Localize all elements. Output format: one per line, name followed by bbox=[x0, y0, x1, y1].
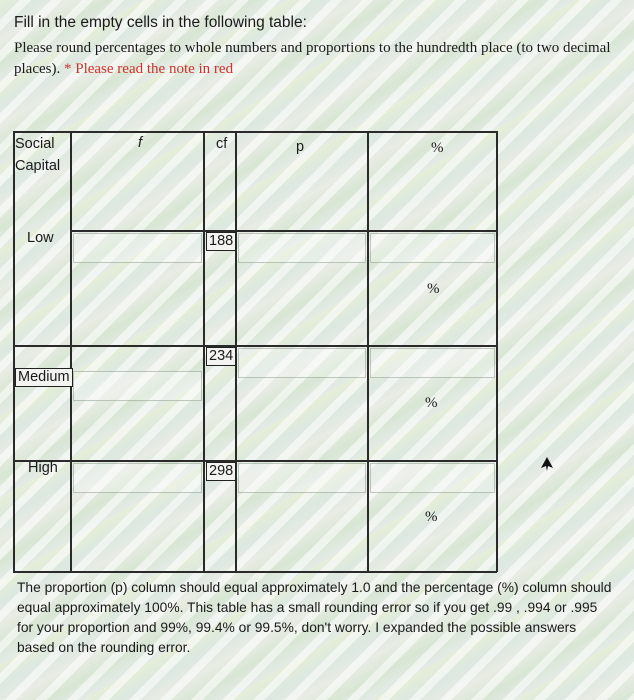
frequency-table bbox=[13, 131, 497, 572]
header-cf: cf bbox=[216, 136, 228, 152]
mouse-cursor-icon bbox=[540, 456, 554, 472]
percent-symbol-low: % bbox=[427, 281, 440, 297]
p-input-high[interactable] bbox=[238, 463, 366, 493]
f-input-low[interactable] bbox=[73, 233, 202, 263]
row-divider bbox=[13, 460, 497, 462]
cf-high: 298 bbox=[206, 462, 236, 481]
f-input-medium[interactable] bbox=[73, 371, 202, 401]
cf-medium: 234 bbox=[206, 347, 236, 366]
cf-low: 188 bbox=[206, 232, 236, 251]
percent-symbol-medium: % bbox=[425, 395, 438, 411]
row-label-high: High bbox=[28, 460, 58, 476]
header-f: f bbox=[138, 135, 143, 151]
row-label-low: Low bbox=[27, 230, 54, 246]
header-percent: % bbox=[431, 140, 444, 156]
instructions-body bbox=[14, 38, 624, 80]
rounding-note: The proportion (p) column should equal approximately 1.0 and the percentage (%) column should equal approximately 100%. This table has a small rounding error so if you get .99 , .994 or .995 for your proportion and 99%, 99.4% or 99.5%, don't worry. I expanded the possible answers based on the rounding error. bbox=[17, 580, 612, 655]
table-border-left bbox=[13, 131, 15, 572]
rounding-instruction: Please round percentages to whole numbers and proportions to the hundredth place (to two decimal places). bbox=[14, 40, 611, 77]
header-p: p bbox=[296, 139, 305, 155]
f-input-high[interactable] bbox=[73, 463, 202, 493]
header-social-capital: Social Capital bbox=[15, 136, 61, 174]
row-divider bbox=[13, 345, 497, 347]
percent-input-high[interactable] bbox=[370, 463, 495, 493]
column-divider bbox=[367, 131, 369, 572]
asterisk: * bbox=[63, 61, 72, 77]
percent-input-low[interactable] bbox=[370, 233, 495, 263]
row-divider bbox=[70, 230, 497, 232]
percent-input-medium[interactable] bbox=[370, 348, 495, 378]
instructions bbox=[14, 10, 624, 80]
row-label-medium: Medium bbox=[15, 368, 73, 387]
p-input-low[interactable] bbox=[238, 233, 366, 263]
percent-symbol-high: % bbox=[425, 509, 438, 525]
instructions-heading: Fill in the empty cells in the following table: bbox=[14, 14, 307, 31]
column-divider bbox=[70, 131, 72, 572]
table-border-right bbox=[496, 131, 498, 572]
p-input-medium[interactable] bbox=[238, 348, 366, 378]
column-divider bbox=[203, 131, 205, 572]
table-border-bottom bbox=[13, 571, 497, 573]
red-note-reference: Please read the note in red bbox=[75, 61, 234, 77]
table-border-top bbox=[13, 131, 497, 133]
